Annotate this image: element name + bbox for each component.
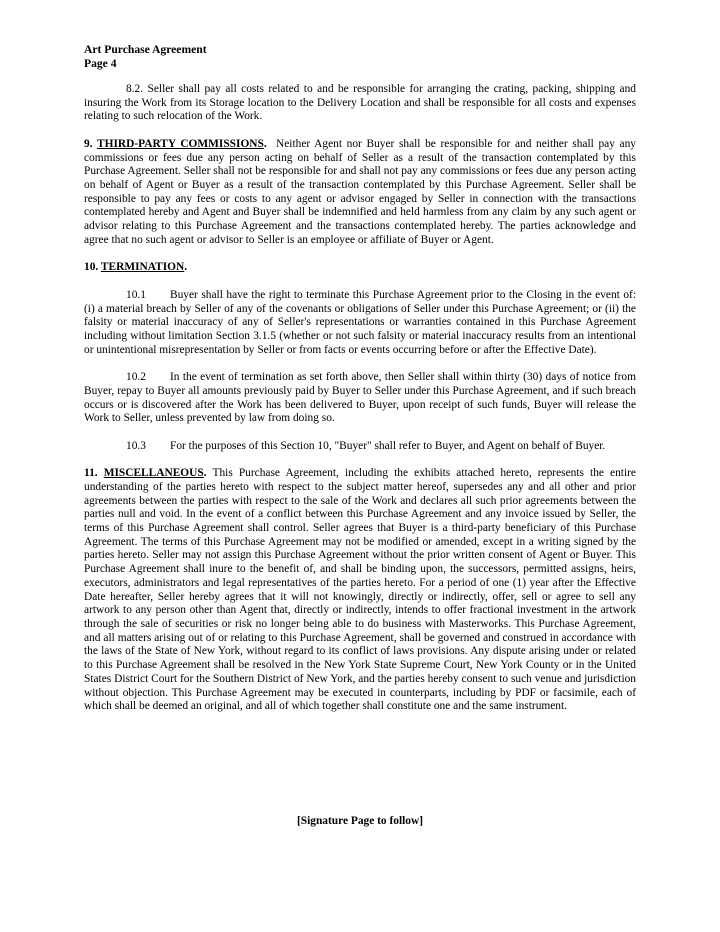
section-9-paragraph [84,138,636,248]
signature-page-note: [Signature Page to follow] [296,815,424,827]
section-10-1-paragraph [84,289,636,358]
section-10-2-paragraph [84,371,636,426]
section-10-1-number: 10.1 [126,288,146,301]
section-10-heading: 10. TERMINATION. [84,261,188,274]
section-9-heading: 9. THIRD-PARTY COMMISSIONS. [84,137,267,150]
section-10-3-paragraph [84,440,636,454]
section-10-3-number: 10.3 [126,439,146,452]
section-9-text: Neither Agent nor Buyer shall be responsible for and neither shall pay any commissions or fees due any person acting on behalf of Seller as a result of the transaction contemplated by this Purchase Agreement. Seller shall not be responsible for and shall not pay any commissions or fees due any person acting on behalf of Agent or Buyer as a result of the transaction contemplated by this Purchase Agreement. Seller shall be responsible to pay any fees or costs to any agent or advisor engaged by Seller in connection with the transactions contemplated hereby and Agent and Buyer shall be indemnified and held harmless from any claim by any such agent or advisor relating to this Purchase Agreement and the transactions contemplated hereby. The parties acknowledge and agree that no such agent or advisor to Seller is an employee or affiliate of Buyer or Agent. [84,137,636,246]
page-header [84,43,207,70]
section-10-2-text: In the event of termination as set forth above, then Seller shall within thirty (30) days of notice from Buyer, repay to Buyer all amounts previously paid by Buyer to Seller under this Purchase Agreement, and if such breach occurs or is discovered after the Work has been delivered to Buyer, upon receipt of such funds, Buyer will release the Work to Seller, unless prevented by law from doing so. [84,371,636,425]
section-8-2-text: 8.2. Seller shall pay all costs related to and be responsible for arranging the crating, packing, shipping and insuring the Work from its Storage location to the Delivery Location and shall be responsible for all costs and expenses relating to such relocation of the Work. [84,83,636,123]
document-body [84,83,636,728]
section-10-3-text: For the purposes of this Section 10, "Buyer" shall refer to Buyer, and Agent on behalf of Buyer. [170,439,606,452]
section-9-number: 9. [84,137,93,150]
section-11-text: This Purchase Agreement, including the exhibits attached hereto, represents the entire understanding of the parties hereto with respect to the subject matter hereof, supersedes any and all other and prior agreements between the parties with respect to the sale of the Work and declares all such prior agreements between the parties null and void. In the event of a conflict between this Purchase Agreement and any invoice issued by Seller, the terms of this Purchase Agreement shall control. Seller agrees that Buyer is a third-party beneficiary of this Purchase Agreement. The terms of this Purchase Agreement may not be modified or amended, except in a writing signed by the parties hereto. Seller may not assign this Purchase Agreement without the prior written consent of Agent or Buyer. This Purchase Agreement shall inure to the benefit of, and shall be binding upon, the successors, permitted assigns, heirs, executors, administrators and legal representatives of the parties hereto. For a period of one (1) year after the Effective Date hereafter, Seller hereby agrees that it will not knowingly, directly or indirectly, offer, sell or agree to sell any artwork to any person other than Agent that, directly or indirectly, intends to offer fractional investment in the artwork through the sale of securities or risk no longer being able to do business with Masterworks. This Purchase Agreement, and all matters arising out of or relating to this Purchase Agreement, shall be governed and construed in accordance with the laws of the State of New York, without regard to its conflict of laws provisions. Any dispute arising under or related to this Purchase Agreement shall be resolved in the New York State Supreme Court, New York County or in the United States District Court for the Southern District of New York, and the parties hereby consent to such venue and jurisdiction without objection. This Purchase Agreement may be executed in counterparts, including by PDF or facsimile, each of which shall be deemed an original, and all of which together shall constitute one and the same instrument. [84,467,636,713]
section-8-2-paragraph [84,83,636,124]
section-10-1-text: Buyer shall have the right to terminate this Purchase Agreement prior to the Closing in the event of: (i) a material breach by Seller of any of the covenants or obligations of Seller under this Purchase Agreement; or (ii) the falsity or material inaccuracy of any of Seller's representations or warranties contained in this Purchase Agreement including without limitation Section 3.1.5 (whether or not such falsity or material inaccuracy results from an intentional or unintentional misrepresentation by Seller or from facts or events occurring before or after the Effective Date). [84,288,636,356]
section-10-number: 10. [84,261,99,274]
section-11-title: MISCELLANEOUS [103,467,204,480]
section-11-heading: 11. MISCELLANEOUS. [84,467,207,480]
section-10-2-number: 10.2 [126,371,146,384]
section-9-title: THIRD-PARTY COMMISSIONS [96,137,264,150]
section-11-paragraph [84,467,636,714]
page-number: Page 4 [84,56,117,70]
section-10-title: TERMINATION [100,261,185,274]
document-title: Art Purchase Agreement [84,43,207,56]
section-11-number: 11. [84,467,98,480]
